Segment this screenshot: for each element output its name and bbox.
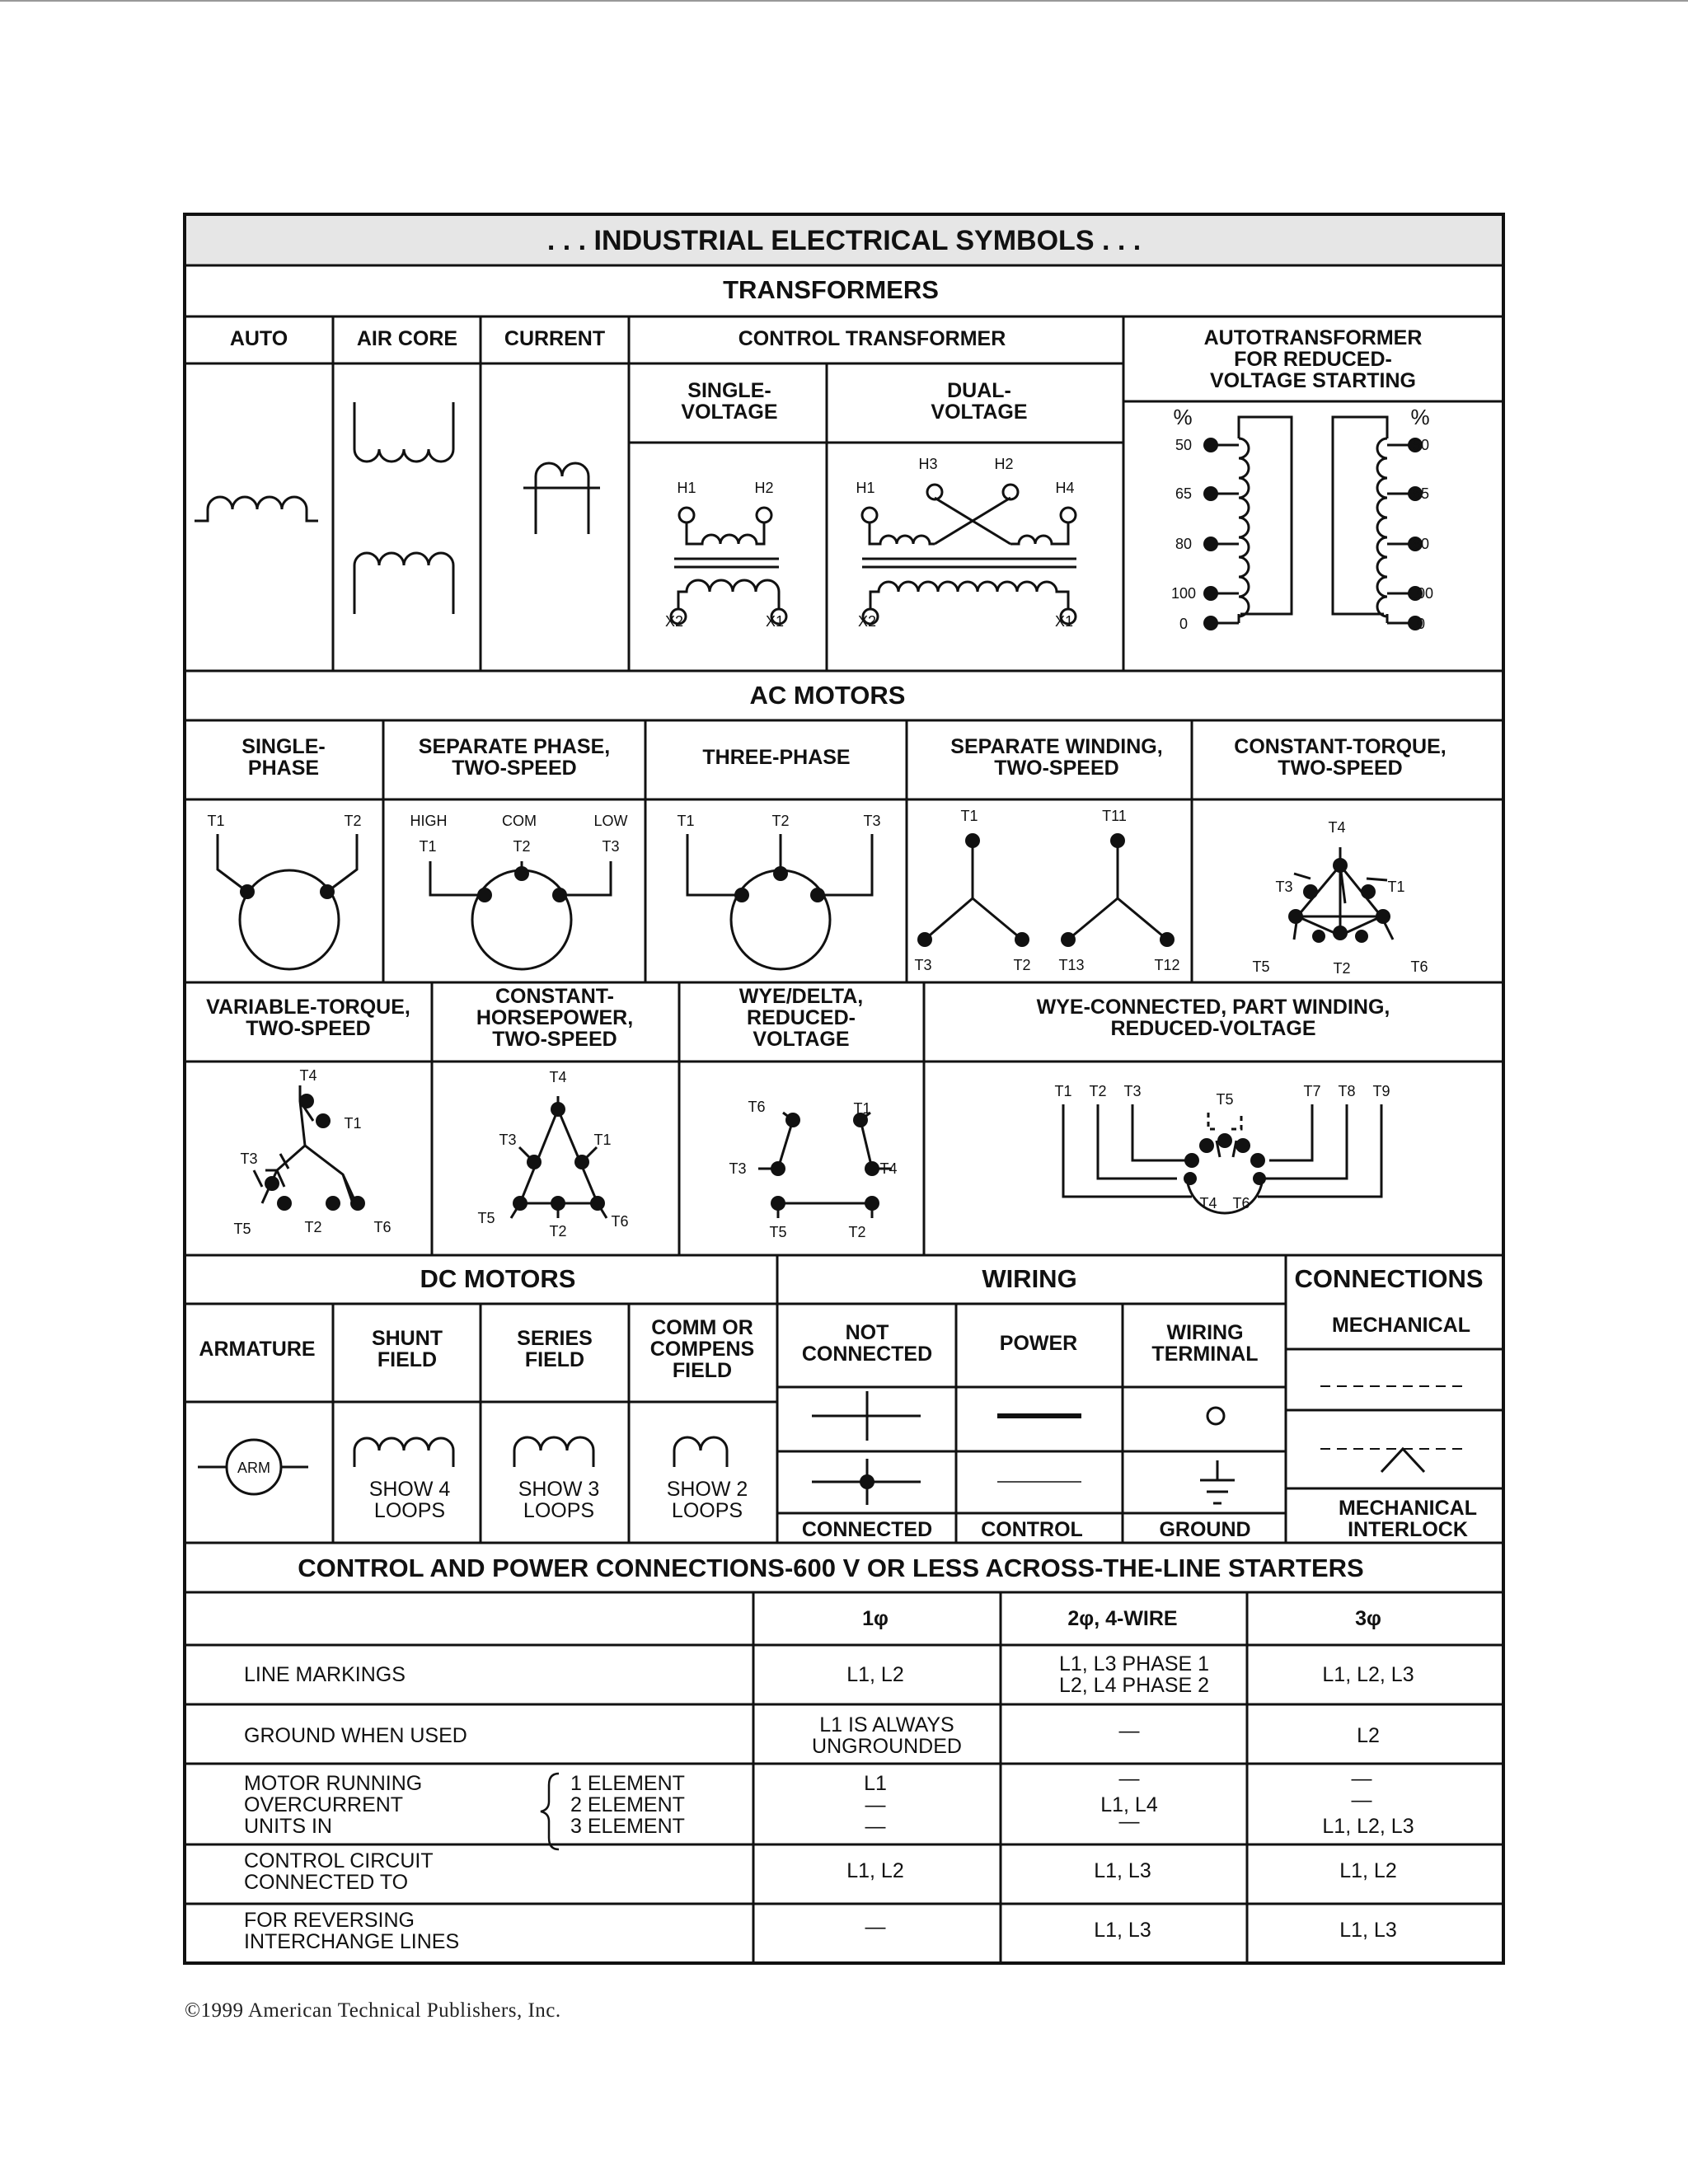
st-primary	[687, 523, 764, 544]
wiring-terminal-symbol	[1207, 1408, 1224, 1424]
pw-t3: T3	[1123, 1083, 1142, 1099]
row-overcurrent-label-1: MOTOR RUNNING	[244, 1772, 423, 1795]
wiring-terminal-header-2: TERMINAL	[1151, 1343, 1259, 1366]
page-title: . . . INDUSTRIAL ELECTRICAL SYMBOLS . . .	[546, 225, 1142, 256]
comm-field-header-2: COMPENS	[649, 1338, 755, 1361]
cell-cc-3phase: L1, L2	[1339, 1859, 1397, 1882]
hdr-single-phase-2: PHASE	[247, 757, 320, 780]
sep-t2: T2	[513, 838, 531, 855]
single-voltage-header-2: VOLTAGE	[681, 401, 778, 424]
row-ground-label: GROUND WHEN USED	[244, 1724, 467, 1747]
autotransformer-header-3: VOLTAGE STARTING	[1210, 369, 1416, 392]
comm-field-symbol	[674, 1437, 727, 1467]
ct-t5: T5	[1252, 958, 1270, 975]
shunt-field-header-2: FIELD	[377, 1348, 438, 1371]
part-winding-motor	[1187, 1175, 1263, 1213]
power-header: POWER	[999, 1332, 1078, 1355]
row-control-circuit-label-1: CONTROL CIRCUIT	[244, 1849, 434, 1872]
chp-t3: T3	[499, 1132, 517, 1148]
vt-t5: T5	[233, 1221, 251, 1237]
show3-2: LOOPS	[523, 1499, 595, 1522]
tap-left-100: 100	[1170, 585, 1197, 602]
row-control-circuit-label-2: CONNECTED TO	[244, 1871, 409, 1894]
not-connected-header-2: CONNECTED	[801, 1343, 933, 1366]
show2-1: SHOW 2	[666, 1478, 748, 1501]
wd-t1: T1	[853, 1100, 871, 1117]
cell-ground-1phase-1: L1 IS ALWAYS	[819, 1713, 954, 1736]
dt-secondary	[870, 582, 1068, 610]
pw-t9: T9	[1372, 1083, 1390, 1099]
single-voltage-header-1: SINGLE-	[687, 379, 771, 402]
sp-t2: T2	[344, 813, 362, 829]
tap-left-65: 65	[1175, 485, 1193, 502]
air-core-secondary	[354, 553, 453, 614]
tap-right-65: 65	[1412, 485, 1430, 502]
row-reversing-label-1: FOR REVERSING	[244, 1909, 415, 1932]
wiring-terminal-header-1: WIRING	[1166, 1321, 1244, 1344]
control-transformer-header: CONTROL TRANSFORMER	[738, 327, 1006, 350]
tap-right-100: 100	[1408, 585, 1434, 602]
connected-label: CONNECTED	[801, 1518, 933, 1541]
percent-left: %	[1173, 405, 1193, 429]
show4-2: LOOPS	[373, 1499, 446, 1522]
hdr-constant-torque-1: CONSTANT-TORQUE,	[1234, 735, 1447, 758]
sw-t12: T12	[1154, 957, 1180, 973]
sep-t1: T1	[419, 838, 437, 855]
ct-t6: T6	[1410, 958, 1428, 975]
cell-ground-2phase: —	[1118, 1719, 1140, 1742]
sw-t3: T3	[914, 957, 932, 973]
ground-label: GROUND	[1159, 1518, 1251, 1541]
cell-oc-3phase-3: L1, L2, L3	[1322, 1815, 1414, 1838]
dual-voltage-header-1: DUAL-	[947, 379, 1011, 402]
cell-cc-2phase: L1, L3	[1094, 1859, 1151, 1882]
cell-oc-2phase-1: —	[1118, 1767, 1140, 1790]
st-h1-terminal	[679, 508, 694, 523]
auto-left-frame	[1239, 417, 1292, 614]
hdr-constant-torque-2: TWO-SPEED	[1278, 757, 1403, 780]
shunt-field-header-1: SHUNT	[371, 1327, 443, 1350]
cell-oc-1phase-2: —	[865, 1793, 886, 1816]
row-overcurrent-label-2: OVERCURRENT	[244, 1793, 404, 1816]
hdr-separate-winding-2: TWO-SPEED	[994, 757, 1119, 780]
hdr-single-phase-1: SINGLE-	[241, 735, 326, 758]
not-connected-header-1: NOT	[845, 1321, 889, 1344]
dt-h1-label: H1	[856, 480, 875, 496]
st-x1-label: X1	[765, 613, 785, 630]
autotransformer-header-2: FOR REDUCED-	[1234, 348, 1392, 371]
vt-t1: T1	[344, 1115, 362, 1132]
show4-1: SHOW 4	[368, 1478, 451, 1501]
autotransformer-header-1: AUTOTRANSFORMER	[1203, 326, 1423, 349]
hdr-wye-delta-2: REDUCED-	[747, 1006, 856, 1029]
cell-rev-1phase: —	[865, 1915, 886, 1938]
cell-line-2phase-2: L2, L4 PHASE 2	[1058, 1674, 1210, 1697]
cell-oc-2phase-3: —	[1118, 1810, 1140, 1833]
auto-right-frame	[1333, 417, 1387, 614]
ct-t4: T4	[1328, 819, 1346, 836]
st-h1-label: H1	[677, 480, 696, 496]
st-h2-label: H2	[754, 480, 774, 496]
dt-primary-b	[1010, 523, 1068, 544]
hdr-constant-hp-3: TWO-SPEED	[492, 1028, 617, 1051]
tap-left-0: 0	[1179, 616, 1189, 632]
cell-oc-1phase-3: —	[865, 1815, 886, 1838]
sep-t3: T3	[602, 838, 620, 855]
auto-left-coil	[1239, 438, 1249, 616]
comm-field-header-1: COMM OR	[651, 1316, 753, 1339]
hdr-constant-hp-1: CONSTANT-	[495, 985, 614, 1008]
hdr-variable-torque-2: TWO-SPEED	[246, 1017, 371, 1040]
connections-heading: CONNECTIONS	[1294, 1264, 1484, 1293]
separate-phase-motor	[472, 870, 571, 969]
wiring-heading: WIRING	[982, 1264, 1077, 1293]
air-core-primary	[354, 402, 453, 462]
hdr-three-phase: THREE-PHASE	[702, 746, 851, 769]
current-header: CURRENT	[504, 327, 606, 350]
cell-line-1phase: L1, L2	[846, 1663, 904, 1686]
hdr-part-winding-2: REDUCED-VOLTAGE	[1110, 1017, 1316, 1040]
dt-x1-label: X1	[1054, 613, 1074, 630]
chp-t6: T6	[611, 1213, 629, 1230]
sw-t2: T2	[1013, 957, 1031, 973]
sw-t11: T11	[1102, 808, 1127, 824]
show2-2: LOOPS	[671, 1499, 743, 1522]
dc-motors-heading: DC MOTORS	[420, 1264, 576, 1293]
dt-primary-a	[870, 523, 935, 544]
auto-right-coil	[1377, 438, 1387, 616]
comm-field-header-3: FIELD	[672, 1359, 733, 1382]
three-phase-motor	[731, 870, 830, 969]
chp-t5: T5	[477, 1210, 495, 1226]
wd-t2: T2	[848, 1224, 866, 1240]
cell-ground-1phase-2: UNGROUNDED	[812, 1735, 962, 1758]
wd-t3: T3	[729, 1160, 747, 1177]
ct-t2: T2	[1333, 960, 1351, 977]
series-field-header-1: SERIES	[517, 1327, 593, 1350]
vt-t4: T4	[299, 1067, 317, 1084]
tap-right-0: 0	[1416, 616, 1426, 632]
pw-t2: T2	[1089, 1083, 1107, 1099]
sep-high: HIGH	[410, 813, 448, 829]
cell-ground-3phase: L2	[1357, 1724, 1380, 1747]
auto-transformer-symbol	[195, 497, 318, 521]
cell-oc-3phase-1: —	[1351, 1767, 1372, 1790]
pw-t7: T7	[1303, 1083, 1321, 1099]
pw-t6: T6	[1232, 1195, 1250, 1212]
tp-t3: T3	[863, 813, 881, 829]
col-3phase: 3φ	[1355, 1607, 1381, 1630]
tp-t2: T2	[771, 813, 790, 829]
chp-t2: T2	[549, 1223, 567, 1240]
row-overcurrent-label-3: UNITS IN	[244, 1815, 332, 1838]
percent-right: %	[1410, 405, 1430, 429]
armature-header: ARMATURE	[199, 1338, 316, 1361]
tap-right-50: 50	[1412, 437, 1430, 453]
hdr-separate-phase-2: TWO-SPEED	[452, 757, 577, 780]
mech-interlock-label-2: INTERLOCK	[1348, 1518, 1468, 1541]
tap-left-80: 80	[1175, 536, 1193, 552]
chp-t1: T1	[593, 1132, 612, 1148]
current-transformer-coil	[536, 463, 588, 534]
copyright: ©1999 American Technical Publishers, Inc.	[185, 1999, 561, 2022]
sw-t13: T13	[1058, 957, 1085, 973]
pw-t8: T8	[1338, 1083, 1356, 1099]
mech-interlock-label-1: MECHANICAL	[1338, 1497, 1478, 1520]
row-reversing-label-2: INTERCHANGE LINES	[244, 1930, 460, 1953]
st-secondary	[678, 580, 779, 610]
ct-t3: T3	[1275, 879, 1293, 895]
cell-oc-1phase-1: L1	[864, 1772, 887, 1795]
sub-2-element: 2 ELEMENT	[570, 1793, 685, 1816]
st-h2-terminal	[757, 508, 771, 523]
dt-h4-label: H4	[1055, 480, 1075, 496]
col-2phase: 2φ, 4-WIRE	[1067, 1607, 1178, 1630]
hdr-wye-delta-3: VOLTAGE	[753, 1028, 850, 1051]
cell-cc-1phase: L1, L2	[846, 1859, 904, 1882]
cell-rev-2phase: L1, L3	[1094, 1919, 1151, 1942]
dual-voltage-header-2: VOLTAGE	[931, 401, 1028, 424]
tp-t1: T1	[677, 813, 695, 829]
control-label: CONTROL	[981, 1518, 1083, 1541]
grid-lines	[185, 265, 1503, 1963]
wd-t6: T6	[748, 1099, 766, 1115]
pw-t5: T5	[1216, 1091, 1234, 1108]
series-field-header-2: FIELD	[524, 1348, 585, 1371]
row-line-markings-label: LINE MARKINGS	[244, 1663, 406, 1686]
ac-motors-heading: AC MOTORS	[749, 681, 906, 710]
sw-t1: T1	[960, 808, 978, 824]
mechanical-header: MECHANICAL	[1331, 1314, 1471, 1337]
ct-t1: T1	[1387, 879, 1405, 895]
cell-oc-3phase-2: —	[1351, 1788, 1372, 1811]
symbol-drawings	[195, 402, 1415, 624]
dt-x2-label: X2	[857, 613, 877, 630]
dt-h2-label: H2	[994, 456, 1014, 472]
hdr-separate-winding-1: SEPARATE WINDING,	[950, 735, 1163, 758]
shunt-field-symbol	[354, 1438, 453, 1467]
st-x2-label: X2	[664, 613, 684, 630]
vt-t3: T3	[240, 1151, 258, 1167]
sub-1-element: 1 ELEMENT	[570, 1772, 685, 1795]
sp-t1: T1	[207, 813, 225, 829]
hdr-constant-hp-2: HORSEPOWER,	[476, 1006, 634, 1029]
sep-low: LOW	[593, 813, 628, 829]
cell-oc-2phase-2: L1, L4	[1100, 1793, 1158, 1816]
transformers-heading: TRANSFORMERS	[723, 275, 939, 304]
auto-header: AUTO	[229, 327, 288, 350]
show3-1: SHOW 3	[518, 1478, 600, 1501]
tap-left-50: 50	[1175, 437, 1193, 453]
vt-t2: T2	[304, 1219, 322, 1235]
cell-line-3phase: L1, L2, L3	[1322, 1663, 1414, 1686]
pw-t1: T1	[1054, 1083, 1072, 1099]
arm-label: ARM	[237, 1460, 270, 1476]
series-field-symbol	[514, 1437, 593, 1467]
hdr-wye-delta-1: WYE/DELTA,	[738, 985, 864, 1008]
hdr-part-winding-1: WYE-CONNECTED, PART WINDING,	[1036, 996, 1390, 1019]
dt-h3-label: H3	[918, 456, 938, 472]
cell-rev-3phase: L1, L3	[1339, 1919, 1397, 1942]
hdr-separate-phase-1: SEPARATE PHASE,	[418, 735, 611, 758]
sub-3-element: 3 ELEMENT	[570, 1815, 685, 1838]
pw-t4: T4	[1199, 1195, 1217, 1212]
control-power-heading: CONTROL AND POWER CONNECTIONS-600 V OR LESS ACROSS-THE-LINE STARTERS	[298, 1554, 1364, 1582]
vt-t6: T6	[373, 1219, 392, 1235]
chp-t4: T4	[549, 1069, 567, 1085]
air-core-header: AIR CORE	[356, 327, 458, 350]
sep-com: COM	[502, 813, 537, 829]
cell-line-2phase-1: L1, L3 PHASE 1	[1058, 1652, 1210, 1675]
hdr-variable-torque-1: VARIABLE-TORQUE,	[206, 996, 410, 1019]
wd-t4: T4	[879, 1160, 898, 1177]
col-1phase: 1φ	[862, 1607, 889, 1630]
element-brace	[541, 1774, 559, 1849]
tap-right-80: 80	[1412, 536, 1430, 552]
wd-t5: T5	[769, 1224, 787, 1240]
